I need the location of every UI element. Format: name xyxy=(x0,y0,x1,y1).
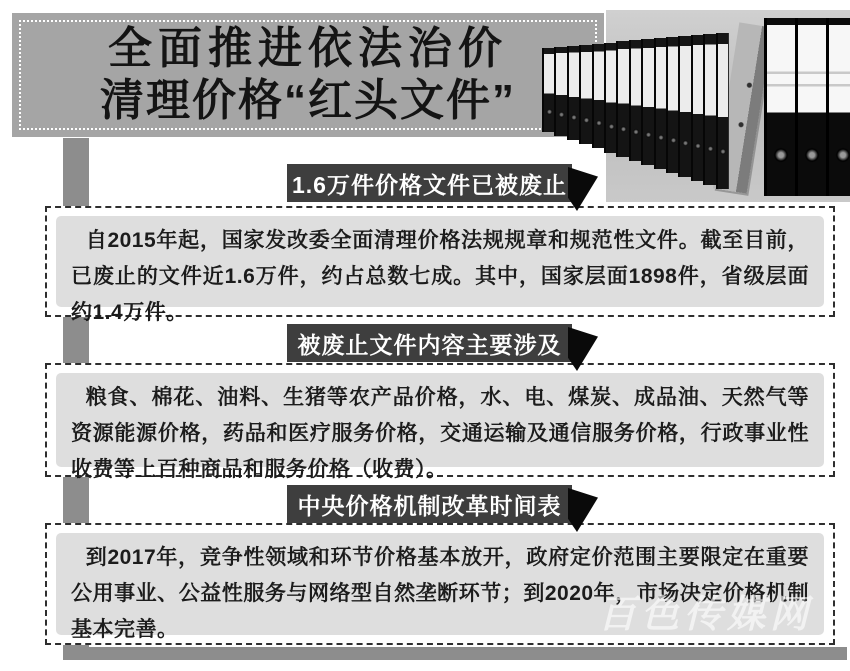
section-badge-2-label: 被废止文件内容主要涉及 xyxy=(297,331,562,358)
section-box-2 xyxy=(45,363,835,481)
title-banner xyxy=(12,13,604,137)
page-title-line-1: 全面推进依法治价 xyxy=(108,24,508,73)
large-binder-icon xyxy=(826,18,850,196)
section-body-1: 自2015年起，国家发改委全面清理价格法规规章和规范性文件。截至目前，已废止的文件近1.6万件，约占总数七成。其中，国家层面1898件，省级层面约1.4万件。 xyxy=(71,229,809,324)
section-badge-1 xyxy=(287,164,572,202)
section-body-2: 粮食、棉花、油料、生猪等农产品价格，水、电、煤炭、成品油、天然气等资源能源价格，药品和医疗服务价格，交通运输及通信服务价格，行政事业性收费等上百种商品和服务价格（收费）。 xyxy=(71,386,809,481)
section-box-1 xyxy=(45,206,835,324)
large-binder-icon xyxy=(795,18,826,196)
section-badge-1-label: 1.6万件价格文件已被废止 xyxy=(292,171,567,198)
title-banner-dotted-border xyxy=(19,20,597,130)
section-box-2-panel xyxy=(56,373,824,481)
section-badge-3-label: 中央价格机制改革时间表 xyxy=(297,492,562,519)
section-badge-2 xyxy=(287,324,572,362)
section-box-3-panel xyxy=(56,533,824,641)
watermark: 百色传媒网 xyxy=(598,594,814,636)
thin-binder-icon xyxy=(716,33,730,190)
timeline-connector-horizontal xyxy=(63,647,847,660)
section-body-3: 到2017年，竞争性领域和环节价格基本放开，政府定价范围主要限定在重要公用事业、公益性服务与网络型自然垄断环节；到2020年，市场决定价格机制基本完善。 xyxy=(71,546,809,641)
section-box-3 xyxy=(45,523,835,645)
section-box-1-panel xyxy=(56,216,824,324)
large-binder-icon xyxy=(764,18,795,196)
section-badge-3 xyxy=(287,485,572,523)
page-title-line-2: 清理价格“红头文件” xyxy=(100,76,516,125)
